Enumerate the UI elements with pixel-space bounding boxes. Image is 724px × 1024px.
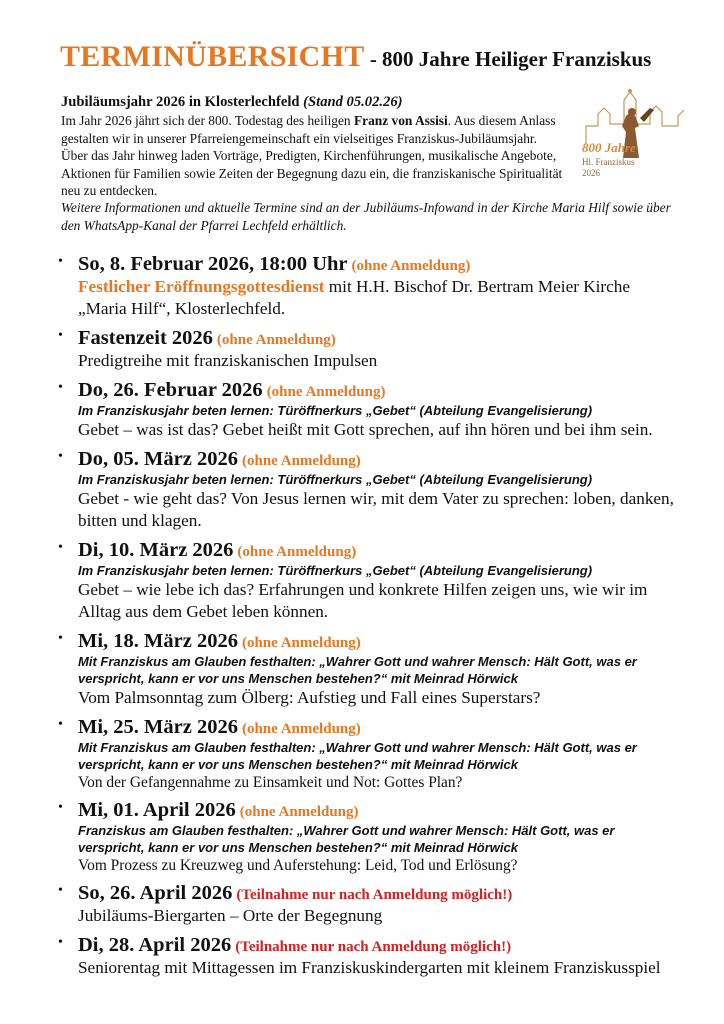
logo-line3: 2026 <box>582 168 600 178</box>
event-desc: Gebet – wie lebe ich das? Erfahrungen und konkrete Hilfen zeigen uns, wie wir im Alltag aus dem Gebet leben können. <box>78 580 648 621</box>
event-item <box>56 252 676 320</box>
intro-body-name: Franz von Assisi <box>353 113 448 129</box>
event-series: Im Franziskusjahr beten lernen: Türöffnerkurs „Gebet“ (Abteilung Evangelisierung) <box>78 563 593 578</box>
event-note: (ohne Anmeldung) <box>351 258 471 274</box>
event-date: Mi, 01. April 2026 <box>78 799 236 821</box>
intro-stand: (Stand 05.02.26) <box>303 94 403 110</box>
event-item <box>56 629 676 709</box>
logo-line1: 800 Jahre <box>582 140 636 155</box>
event-note: (ohne Anmeldung) <box>241 721 361 737</box>
event-date: Mi, 25. März 2026 <box>78 716 238 738</box>
event-date: Mi, 18. März 2026 <box>78 630 238 652</box>
event-date: Di, 28. April 2026 <box>78 934 232 956</box>
event-note: (Teilnahme nur nach Anmeldung möglich!) <box>235 939 512 955</box>
event-item <box>56 715 676 792</box>
event-item <box>56 378 676 441</box>
event-date: So, 8. Februar 2026, 18:00 Uhr <box>78 253 348 275</box>
event-date: Di, 10. März 2026 <box>78 539 234 561</box>
event-date: Do, 26. Februar 2026 <box>78 379 263 401</box>
event-desc: Gebet - wie geht das? Von Jesus lernen wir, mit dem Vater zu sprechen: loben, danken, bitten und klagen. <box>78 489 674 530</box>
intro-body-1: Im Jahr 2026 jährt sich der 800. Todestag des heiligen <box>61 113 354 129</box>
event-desc: Jubiläums-Biergarten – Orte der Begegnung <box>78 906 383 925</box>
event-desc: Vom Prozess zu Kreuzweg und Auferstehung: Leid, Tod und Erlösung? <box>78 857 518 874</box>
event-item <box>56 798 676 875</box>
event-item <box>56 326 676 372</box>
event-item <box>56 447 676 532</box>
event-series: Mit Franziskus am Glauben festhalten: „Wahrer Gott und wahrer Mensch: Hält Gott, was er verspricht, kann er vor uns Menschen bestehen?“ mit Meinrad Hörwick <box>78 654 637 686</box>
page-title <box>60 40 651 74</box>
event-desc: Von der Gefangennahme zu Einsamkeit und Not: Gottes Plan? <box>78 774 463 791</box>
event-series: Mit Franziskus am Glauben festhalten: „Wahrer Gott und wahrer Mensch: Hält Gott, was er verspricht, kann er vor uns Menschen bestehen?“ mit Meinrad Hörwick <box>78 740 637 772</box>
franziskus-logo-icon <box>578 86 690 186</box>
event-date: Do, 05. März 2026 <box>78 448 238 470</box>
event-series: Franziskus am Glauben festhalten: „Wahrer Gott und wahrer Mensch: Hält Gott, was er verspricht, kann er vor uns Menschen bestehen?“ mit Meinrad Hörwick <box>78 823 615 855</box>
intro-heading-text: Jubiläumsjahr 2026 in Klosterlechfeld <box>61 94 300 110</box>
title-main: TERMINÜBERSICHT <box>60 40 365 73</box>
event-note: (Teilnahme nur nach Anmeldung möglich!) <box>236 887 513 903</box>
event-list <box>56 252 676 985</box>
event-item <box>56 881 676 927</box>
event-highlight: Festlicher Eröffnungsgottesdienst <box>78 277 325 296</box>
event-date: Fastenzeit 2026 <box>78 327 213 349</box>
intro-body-2: . Aus diesem Anlass gestalten wir in unserer Pfarreiengemeinschaft ein vielseitiges Franziskus-Jubiläumsjahr. Über das Jahr hinweg laden Vorträge, Predigten, Kirchenführungen, musikalische Angebote, Aktionen für Familien sowie Zeiten der Begegnung dazu ein, die franziskanische Spiritualität neu zu entdecken. <box>61 113 563 199</box>
title-sub: - 800 Jahre Heiliger Franziskus <box>364 47 652 71</box>
intro-body <box>61 112 566 199</box>
event-desc: Seniorentag mit Mittagessen im Franziskuskindergarten mit kleinem Franziskusspiel <box>78 958 661 977</box>
event-note: (ohne Anmeldung) <box>239 804 359 820</box>
event-series: Im Franziskusjahr beten lernen: Türöffnerkurs „Gebet“ (Abteilung Evangelisierung) <box>78 472 593 487</box>
logo-line2: Hl. Franziskus <box>582 157 635 167</box>
event-note: (ohne Anmeldung) <box>241 635 361 651</box>
event-desc: mit H.H. Bischof Dr. Bertram Meier Kirche „Maria Hilf“, Klosterlechfeld. <box>78 277 630 318</box>
intro-body-italic: Weitere Informationen und aktuelle Termine sind an der Jubiläums-Infowand in der Kirche Maria Hilf sowie über den WhatsApp-Kanal der Pfarrei Lechfeld erhältlich. <box>61 200 671 233</box>
event-desc: Vom Palmsonntag zum Ölberg: Aufstieg und Fall eines Superstars? <box>78 688 541 707</box>
event-note: (ohne Anmeldung) <box>266 384 386 400</box>
event-desc: Predigtreihe mit franziskanischen Impulsen <box>78 351 378 370</box>
event-note: (ohne Anmeldung) <box>216 332 336 348</box>
event-note: (ohne Anmeldung) <box>241 453 361 469</box>
event-series: Im Franziskusjahr beten lernen: Türöffnerkurs „Gebet“ (Abteilung Evangelisierung) <box>78 403 593 418</box>
event-desc: Gebet – was ist das? Gebet heißt mit Gott sprechen, auf ihn hören und bei ihm sein. <box>78 420 653 439</box>
event-date: So, 26. April 2026 <box>78 882 233 904</box>
event-item <box>56 538 676 623</box>
event-item <box>56 933 676 979</box>
event-note: (ohne Anmeldung) <box>237 544 357 560</box>
